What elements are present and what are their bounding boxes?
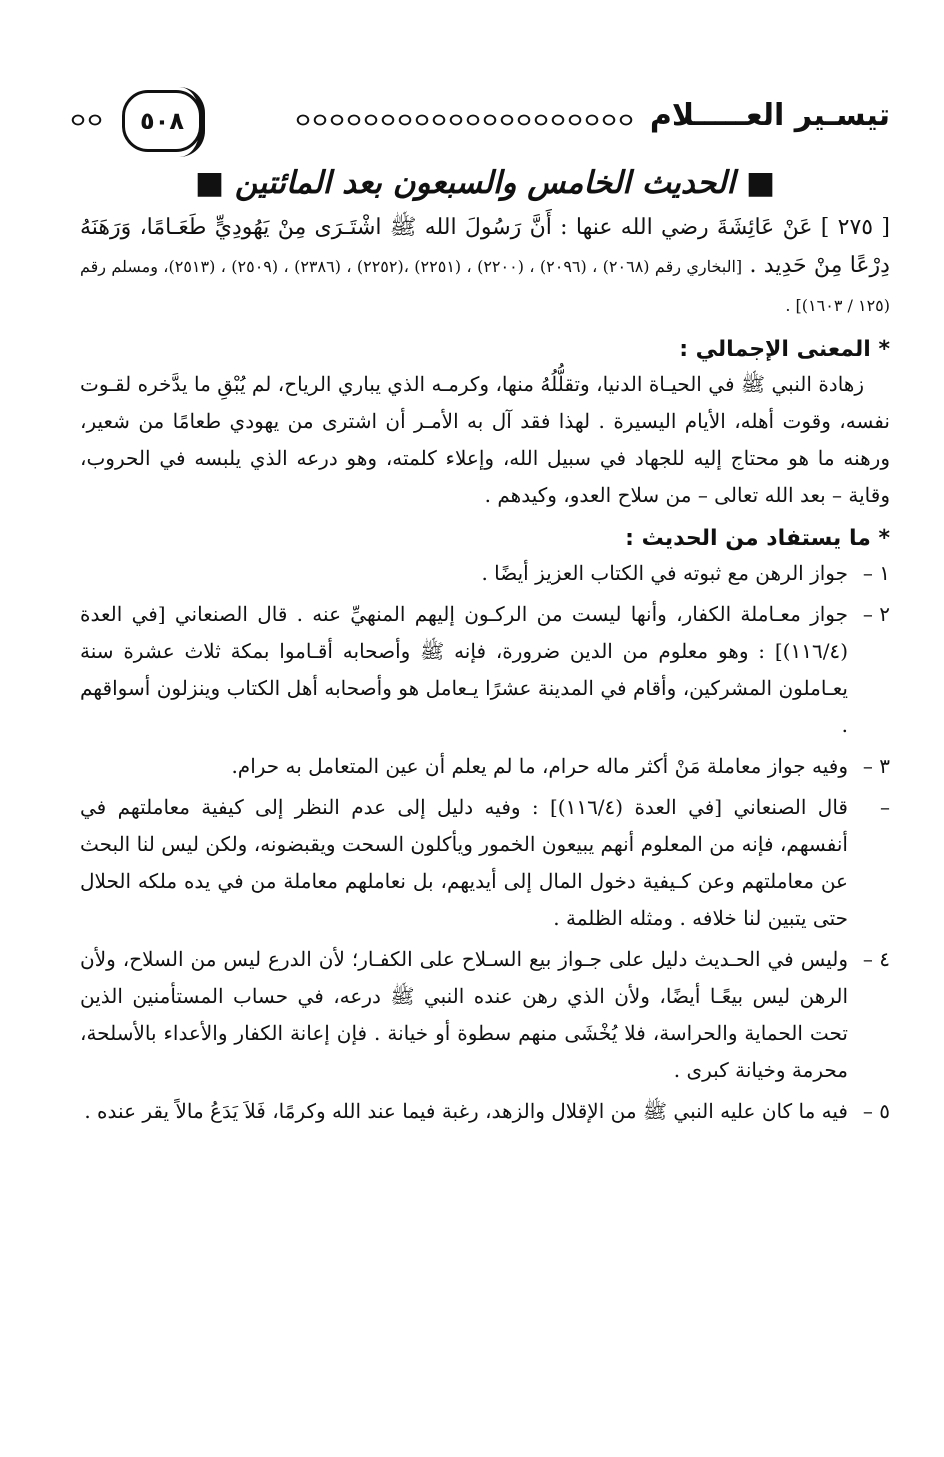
item-text: جواز الرهن مع ثبوته في الكتاب العزيز أيضًا . xyxy=(481,561,848,585)
benefits-list xyxy=(80,555,890,1130)
header-ornament-small xyxy=(70,112,104,128)
list-item xyxy=(80,555,890,592)
header-ornament-line xyxy=(295,112,635,128)
item-text: قال الصنعاني [في العدة (١١٦/٤)] : وفيه دليل إلى عدم النظر إلى كيفية معاملتهم في أنفسهم، فإنه من المعلوم أنهم يبيعون الخمور ويأكلون السحت ويقبضونه، ولكن ليس لنا البحث عن معاملتهم وعن كـيفية دخول المال إلى أيديهم، بل نعاملهم معاملة من في يده ملكه الحلال حتى يتبين لنا خلافه . ومثله الظلمة . xyxy=(80,795,848,930)
item-text: وفيه جواز معاملة مَنْ أكثر ماله حرام، ما لم يعلم أن عين المتعامل به حرام. xyxy=(231,754,848,778)
hadith-reference: [البخاري رقم (٢٠٦٨) ، (٢٠٩٦) ، (٢٢٠٠) ، (٢٢٥١) ،(٢٢٥٢) ، (٢٣٨٦) ، (٢٥٠٩) ، (٢٥١٣)، ومسلم رقم (١٢٥ / ١٦٠٣)] . xyxy=(80,257,890,315)
hadith-body: [ ٢٧٥ ] عَنْ عَائِشَةَ رضي الله عنها : أَنَّ رَسُولَ الله ﷺ اشْتَـرَى مِنْ يَهُودِيٍّ طَعَـامًا، وَرَهَنَهُ دِرْعًا مِنْ حَدِيد . xyxy=(80,215,891,278)
item-number: ٥ – xyxy=(862,1099,890,1123)
general-meaning-heading: * المعنى الإجمالي : xyxy=(679,337,890,362)
item-number: ٣ – xyxy=(862,754,890,778)
list-item xyxy=(80,1093,890,1130)
book-title: تيسـير العـــــلام xyxy=(649,98,890,133)
page-header xyxy=(70,90,890,160)
general-meaning-text: زهادة النبي ﷺ في الحيـاة الدنيا، وتقلُّلُهُ منها، وكرمـه الذي يباري الرياح، لم يُبْقِ ما يدَّخره لقـوت نفسه، وقوت أهله، الأيام اليسيرة . لهذا فقد آل به الأمـر أن اشترى من يهودي طعامًا من شعير، ورهنه ما هو محتاج إليه للجهاد في سبيل الله، وإعلاء كلمته، وهو درعه الذي يلبسه في الحروب، وقاية – بعد الله تعالى – من سلاح العدو، وكيدهم . xyxy=(80,372,890,507)
page-number: ٥٠٨ xyxy=(122,90,202,152)
list-item xyxy=(80,596,890,744)
item-number: ٤ – xyxy=(862,947,890,971)
item-number: – xyxy=(880,795,890,819)
item-text: جواز معـاملة الكفار، وأنها ليست من الركـون إليهم المنهيِّ عنه . قال الصنعاني [في العدة (١١٦/٤)] : وهو معلوم من الدين ضرورة، فإنه ﷺ وأصحابه أقـاموا بمكة ثلاث عشرة سنة يعـاملون المشركين، وأقام في المدينة عشرًا يـعامل هو وأصحابه أهل الكتاب وينزلون أسواقهم . xyxy=(80,602,848,737)
page-content xyxy=(80,165,890,1134)
hadith-text xyxy=(80,209,890,325)
benefits-heading: * ما يستفاد من الحديث : xyxy=(625,526,890,551)
item-number: ٢ – xyxy=(862,602,890,626)
hadith-title: ■ الحديث الخامس والسبعون بعد المائتين ■ xyxy=(194,165,776,201)
item-text: وليس في الحـديث دليل على جـواز بيع السـلاح على الكفـار؛ لأن الدرع ليس من السلاح، ولأن الرهن ليس بيعًـا أيضًا، ولأن الذي رهن عنده النبي ﷺ درعه، في حساب المستأمنين الذين تحت الحماية والحراسة، فلا يُخْشَى منهم سطوة أو خيانة . فإن إعانة الكفار والأعداء بالأسلحة، محرمة وخيانة كبرى . xyxy=(80,947,848,1082)
list-item xyxy=(80,789,890,937)
item-text: فيه ما كان عليه النبي ﷺ من الإقلال والزهد، رغبة فيما عند الله وكرمًا، فَلاَ يَدَعُ مالاً يقر عنده . xyxy=(84,1099,848,1123)
list-item xyxy=(80,748,890,785)
list-item xyxy=(80,941,890,1089)
item-number: ١ – xyxy=(862,561,890,585)
